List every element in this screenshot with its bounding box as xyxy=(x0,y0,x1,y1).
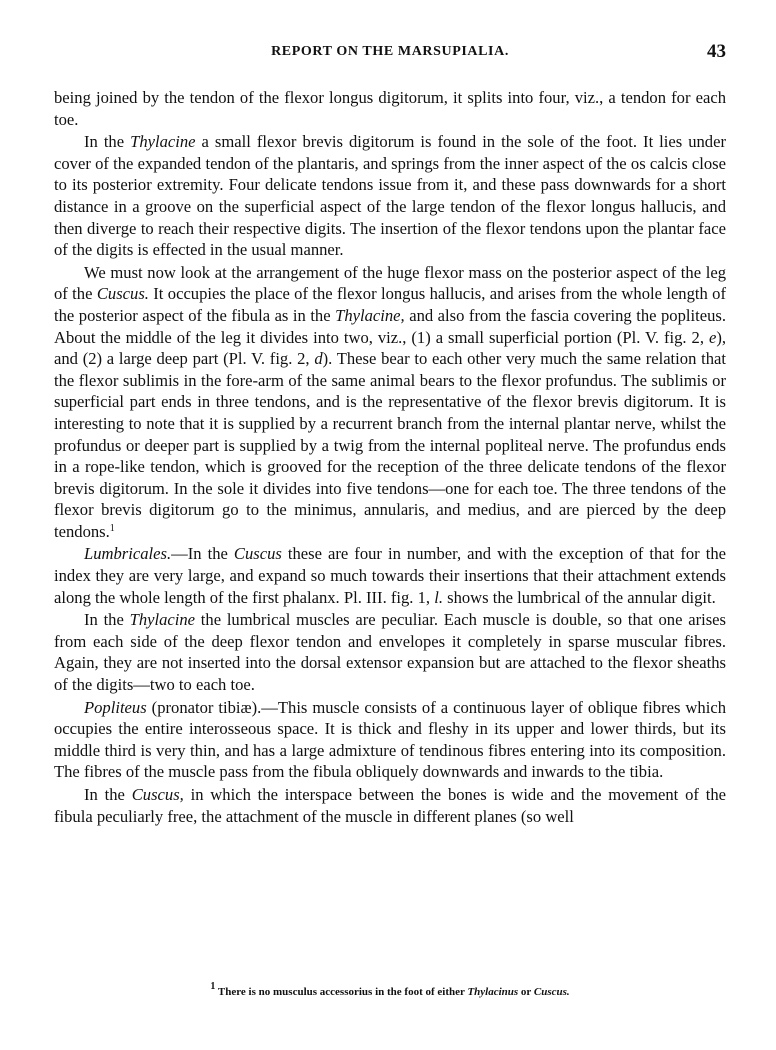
footnote xyxy=(54,981,726,998)
text-run: ). These bear to each other very much the same relation that the flexor sublimis in the fore-arm of the same animal bears to the flexor profundus. The sublimis or superficial part ends in three tendons, and is the representative of the flexor brevis digitorum. It is interesting to note that it is supplied by a recurrent branch from the internal plantar nerve, whilst the profundus or deeper part is supplied by a twig from the internal popliteal nerve. The profundus ends in a rope-like tendon, which is grooved for the reception of the three delicate tendons of the flexor brevis digitorum. In the sole it divides into five tendons—one for each toe. The three tendons of the flexor brevis digitorum go to the minimus, annularis, and medius, and are pierced by the deep tendons. xyxy=(54,349,726,541)
footnote-marker: 1 xyxy=(210,981,216,992)
running-title: REPORT ON THE MARSUPIALIA. xyxy=(271,44,509,59)
text-run: or xyxy=(518,986,534,998)
text-run: In the xyxy=(84,785,132,804)
italic-text: Cuscus. xyxy=(96,284,149,304)
italic-text: Cuscus, xyxy=(131,785,184,804)
paragraph xyxy=(54,784,726,827)
paragraph xyxy=(54,609,726,695)
italic-text: Thylacine, xyxy=(335,305,405,325)
italic-text: Cuscus. xyxy=(533,986,570,998)
text-run: In the xyxy=(84,610,130,630)
text-run: being joined by the tendon of the flexor longus digitorum, it splits into four, viz., a tendon for each toe. xyxy=(54,88,726,129)
paragraph xyxy=(54,697,726,783)
text-run: and also from the fascia covering the popliteus. About the middle of the leg it divides into two, viz., (1) a small superficial portion (Pl. V. fig. 2, xyxy=(54,305,726,347)
text-run: a small flexor brevis digitorum is found in the sole of the foot. It lies under cover of the expanded tendon of the plantaris, and springs from the inner aspect of the os calcis close to its posterior extremity. Four delicate tendons issue from it, and these pass downwards for a short distance in a groove on the superficial aspect of the large tendon of the flexor longus hallucis, and then diverge to reach their respective digits. The insertion of the flexor tendons upon the plantar face of the digits is effected in the usual manner. xyxy=(54,132,726,260)
italic-text: Thylacine xyxy=(130,132,196,152)
paragraph xyxy=(54,131,726,261)
text-run: (pronator tibiæ).—This muscle consists of a continuous layer of oblique fibres which occupies the entire interosseous space. It is thick and fleshy in its upper and lower thirds, but its middle third is very thin, and has a large admixture of tendinous fibres entering into its composition. The fibres of the muscle pass from the fibula obliquely downwards and inwards to the tibia. xyxy=(54,697,726,782)
text-run: —In the xyxy=(171,544,234,564)
text-run: We must now look at the arrangement of the huge flexor mass on the posterior aspect of the leg of the xyxy=(54,262,726,304)
italic-text: e xyxy=(708,327,717,347)
text-run: In the xyxy=(84,132,131,152)
text-run: these are four in number, and with the exception of that for the index they are very large, and expand so much towards their insertions that their attachment extends along the whole length of the first phalanx. Pl. III. fig. 1, xyxy=(54,544,726,607)
footnote-marker: 1 xyxy=(109,522,115,534)
text-run: shows the lumbrical of the annular digit. xyxy=(442,587,716,607)
italic-text: Lumbricales. xyxy=(84,544,172,564)
page-number: 43 xyxy=(707,41,726,62)
italic-text: Thylacinus xyxy=(467,986,519,998)
paragraph xyxy=(54,87,726,130)
italic-text: d xyxy=(314,349,323,369)
italic-text: l. xyxy=(434,587,443,607)
page-header xyxy=(54,41,726,70)
body-text xyxy=(54,87,726,827)
italic-text: Popliteus xyxy=(84,697,147,717)
text-run: ), and (2) a large deep part (Pl. V. fig. 2, xyxy=(54,327,726,369)
text-run: It occupies the place of the flexor longus hallucis, and arises from the whole length of the posterior aspect of the fibula as in the xyxy=(54,284,726,325)
paragraph xyxy=(54,262,726,543)
text-run: There is no musculus accessorius in the foot of either xyxy=(215,986,468,998)
italic-text: Thylacine xyxy=(129,610,196,630)
italic-text: Cuscus xyxy=(233,544,282,564)
paragraph xyxy=(54,543,726,608)
text-run: in which the interspace between the bones is wide and the movement of the fibula peculiarly free, the attachment of the muscle in different planes (so well xyxy=(54,785,726,826)
text-run: the lumbrical muscles are peculiar. Each muscle is double, so that one arises from each side of the deep flexor tendon and envelopes it completely in sparse muscular fibres. Again, they are not inserted into the dorsal extensor expansion but are attached to the flexor sheaths of the digits—two to each toe. xyxy=(54,610,726,695)
